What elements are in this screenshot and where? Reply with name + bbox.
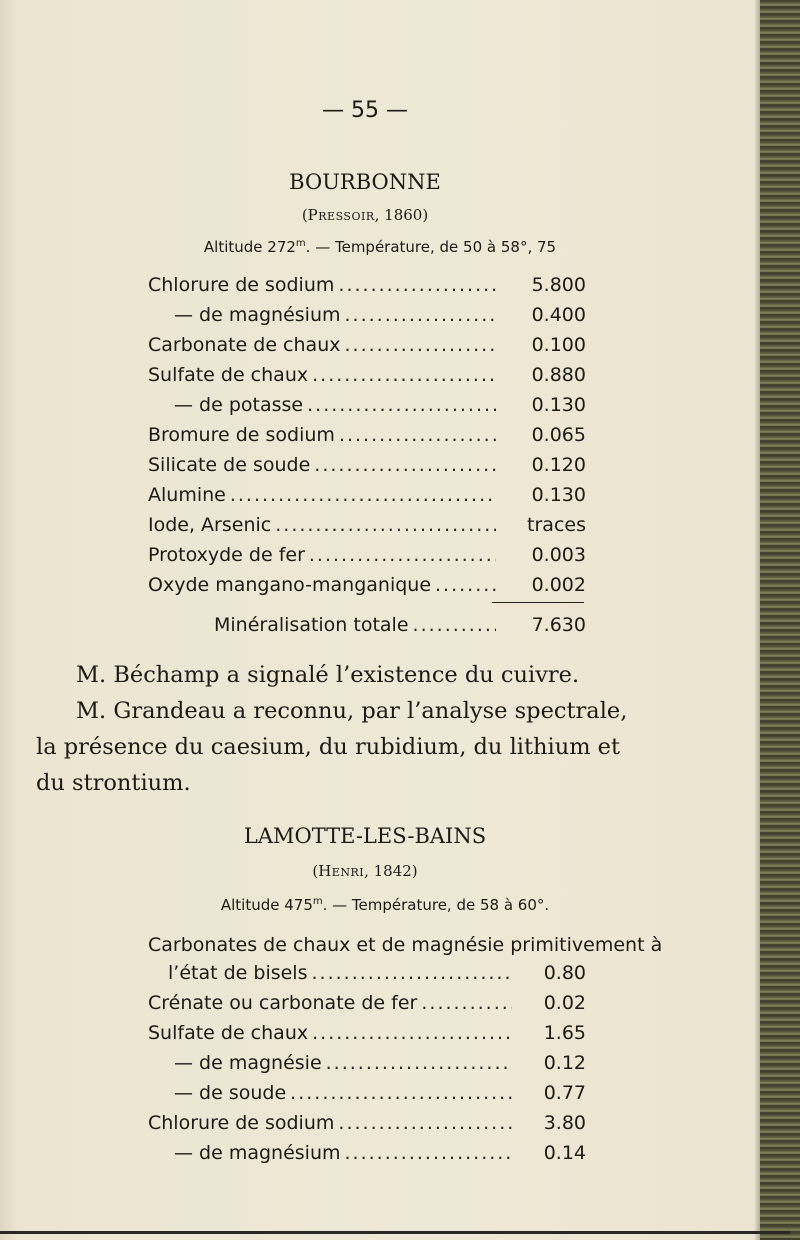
- paragraph-line: la présence du caesium, du rubidium, du lithium et: [36, 734, 621, 760]
- page-number: — 55 —: [322, 98, 408, 123]
- table-row: Carbonate de chaux ..... 0.100: [148, 334, 586, 362]
- dot-leader: [413, 614, 496, 636]
- table-row: Oxyde mangano-manganique ..... 0.002: [148, 574, 586, 602]
- book-edge: [760, 0, 800, 1240]
- table-row: Crénate ou carbonate de fer ..... 0.02: [148, 992, 586, 1020]
- dot-leader: [309, 544, 496, 566]
- altitude-text: Altitude 475: [220, 896, 313, 914]
- table-row: Alumine ..... 0.130: [148, 484, 586, 512]
- dot-leader: [345, 1142, 512, 1164]
- total-row: Minéralisation totale ..... 7.630: [214, 614, 586, 642]
- temperature-text: . — Température, de 58 à 60°.: [322, 896, 550, 914]
- section-title-lamotte: LAMOTTE-LES-BAINS: [243, 824, 487, 848]
- altitude-unit: m: [295, 238, 306, 249]
- section-title-bourbonne: BOURBONNE: [289, 170, 441, 194]
- temperature-text: . — Température, de 50 à 58°, 75: [305, 238, 557, 256]
- table-row: Silicate de soude ..... 0.120: [148, 454, 586, 482]
- dot-leader: [312, 364, 496, 386]
- table-row: l’état de bisels ..... 0.80: [168, 962, 586, 990]
- dot-leader: [339, 424, 496, 446]
- dot-leader: [345, 304, 496, 326]
- dot-leader: [338, 1112, 512, 1134]
- table-row: Bromure de sodium ..... 0.065: [148, 424, 586, 452]
- table-row: — de soude ..... 0.77: [148, 1082, 586, 1110]
- dot-leader: [421, 992, 512, 1014]
- altitude-line-1: [0, 238, 760, 256]
- source-line-1: (Pressoir, 1860): [301, 206, 429, 224]
- table-row: — de potasse ..... 0.130: [148, 394, 586, 422]
- paragraph-line: M. Grandeau a reconnu, par l’analyse spectrale,: [76, 698, 628, 724]
- table-row: Sulfate de chaux ..... 1.65: [148, 1022, 586, 1050]
- dot-leader: [275, 514, 496, 536]
- source-line-2: (Henri, 1842): [312, 862, 418, 880]
- table-row: Sulfate de chaux ..... 0.880: [148, 364, 586, 392]
- source-author: Pressoir: [307, 206, 375, 224]
- intro-line: Carbonates de chaux et de magnésie primitivement à: [148, 934, 663, 956]
- source-year: , 1842): [364, 862, 418, 880]
- paragraph-line: du strontium.: [36, 770, 191, 796]
- source-author: Henri: [318, 862, 365, 880]
- table-row: Chlorure de sodium ..... 3.80: [148, 1112, 586, 1140]
- dot-leader: [290, 1082, 512, 1104]
- dot-leader: [307, 394, 496, 416]
- table-row: Protoxyde de fer ..... 0.003: [148, 544, 586, 572]
- dot-leader: [338, 274, 496, 296]
- dot-leader: [326, 1052, 512, 1074]
- dot-leader: [314, 454, 496, 476]
- table-row: — de magnésium ..... 0.14: [148, 1142, 586, 1170]
- altitude-text: Altitude 272: [203, 238, 296, 256]
- table-row: — de magnésie ..... 0.12: [148, 1052, 586, 1080]
- altitude-unit: m: [312, 896, 323, 907]
- dot-leader: [435, 574, 496, 596]
- altitude-line-2: [0, 896, 770, 914]
- total-rule: [492, 602, 584, 603]
- bottom-rule: [0, 1231, 790, 1234]
- dot-leader: [344, 334, 496, 356]
- dot-leader: [312, 1022, 512, 1044]
- table-row: — de magnésium ..... 0.400: [148, 304, 586, 332]
- table-row: Iode, Arsenic ..... traces: [148, 514, 586, 542]
- table-row: Chlorure de sodium ..... 5.800: [148, 274, 586, 302]
- source-year: , 1860): [374, 206, 429, 224]
- paragraph-line: M. Béchamp a signalé l’existence du cuivre.: [76, 662, 580, 688]
- dot-leader: [230, 484, 496, 506]
- dot-leader: [312, 962, 513, 984]
